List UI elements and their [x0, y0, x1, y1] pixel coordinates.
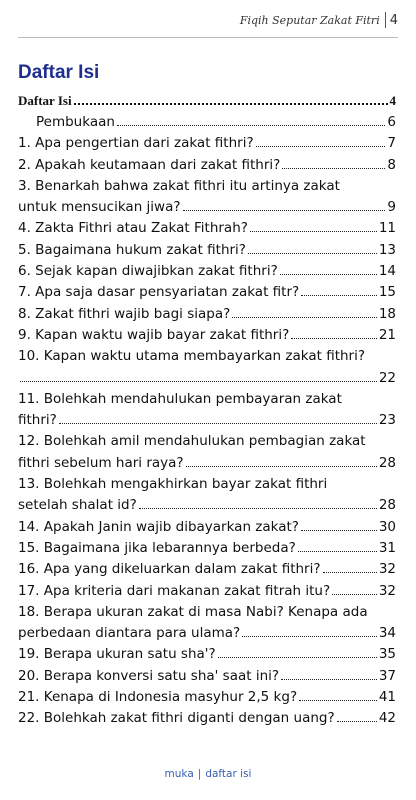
dot-leader [186, 466, 377, 467]
toc-entry-row [18, 538, 396, 559]
toc-entry-page: 35 [378, 646, 396, 663]
toc-entry-title: 14. Apakah Janin wajib dibayarkan zakat? [18, 518, 299, 535]
toc-entry-row [18, 495, 396, 516]
toc-entry-row [18, 708, 396, 729]
dot-leader [291, 338, 377, 339]
toc-entry-title: 19. Berapa ukuran satu sha'? [18, 646, 216, 663]
toc-entry-page: 23 [378, 412, 396, 429]
toc-entry-title: 6. Sejak kapan diwajibkan zakat fithri? [18, 263, 278, 280]
toc-entry-row [18, 155, 396, 176]
dot-leader [281, 679, 377, 680]
toc-entry-title-line: 12. Bolehkah amil mendahulukan pembagian zakat [18, 433, 366, 450]
toc-entry-page: 32 [378, 561, 396, 578]
toc-entry-title: fithri? [18, 412, 57, 429]
header-divider [385, 12, 386, 28]
toc-entry-row [18, 133, 396, 154]
toc-entry-page: 28 [378, 454, 396, 471]
toc-entry-page: 8 [387, 156, 396, 173]
toc-entry-page: 32 [378, 582, 396, 599]
toc-entry-title: 22. Bolehkah zakat fithri diganti dengan uang? [18, 710, 335, 727]
toc-entry-title-line: 13. Bolehkah mengakhirkan bayar zakat fithri [18, 476, 328, 493]
dot-leader [323, 572, 377, 573]
toc-entry-page: 31 [378, 539, 396, 556]
toc-heading: Daftar Isi [18, 62, 100, 83]
dot-leader [117, 125, 385, 126]
toc-entry[interactable] [18, 474, 396, 517]
running-header [240, 12, 398, 28]
toc-entry[interactable] [18, 304, 396, 325]
dot-leader [299, 700, 377, 701]
toc-entry[interactable] [18, 155, 396, 176]
dot-leader [232, 317, 377, 318]
toc-entry[interactable] [18, 282, 396, 303]
toc-entry-title-line: 18. Berapa ukuran zakat di masa Nabi? Kenapa ada [18, 603, 368, 620]
toc-entry-title-line: 10. Kapan waktu utama membayarkan zakat fithri? [18, 348, 366, 365]
toc-entry-page: 41 [378, 689, 396, 706]
dot-leader [74, 103, 388, 105]
toc-entry[interactable] [18, 666, 396, 687]
toc-entry-daftar-isi[interactable] [18, 92, 396, 110]
toc-entry-row [18, 197, 396, 218]
footer-nav [0, 768, 416, 780]
dot-leader [248, 253, 377, 254]
toc-entry-row [18, 687, 396, 708]
toc-entry-title-line: 3. Benarkah bahwa zakat fithri itu artinya zakat [18, 177, 340, 194]
toc-entry-row [18, 368, 396, 389]
toc-entry[interactable] [18, 346, 396, 389]
toc-entry-row [18, 261, 396, 282]
dot-leader [301, 295, 377, 296]
toc-entry-title: 7. Apa saja dasar pensyariatan zakat fitr? [18, 284, 300, 301]
dot-leader [242, 636, 377, 637]
toc-entry-page: 4 [389, 93, 396, 108]
toc-entry-row [18, 559, 396, 580]
toc-entry-page: 14 [378, 263, 396, 280]
toc-entry-page: 28 [378, 497, 396, 514]
toc-entry[interactable] [18, 559, 396, 580]
dot-leader [298, 551, 377, 552]
dot-leader [139, 508, 377, 509]
toc-entry-row [18, 410, 396, 431]
dot-leader [256, 146, 386, 147]
toc-entry[interactable] [18, 687, 396, 708]
toc-entry-row [18, 623, 396, 644]
book-title: Fiqih Seputar Zakat Fitri [239, 13, 380, 27]
toc-entry-title: 9. Kapan waktu wajib bayar zakat fithri? [18, 326, 290, 343]
toc-entry-title: 4. Zakta Fithri atau Zakat Fithrah? [18, 220, 248, 237]
dot-leader [280, 274, 377, 275]
toc-entry[interactable] [18, 218, 396, 239]
toc-entry-page: 15 [378, 284, 396, 301]
dot-leader [183, 210, 386, 211]
toc-entry[interactable] [18, 517, 396, 538]
toc-entry-title: fithri sebelum hari raya? [18, 454, 184, 471]
header-rule [18, 37, 398, 38]
toc-entry-row [18, 112, 396, 133]
dot-leader [301, 530, 377, 531]
toc-entry-page: 7 [387, 135, 396, 152]
toc-entry-page: 11 [378, 220, 396, 237]
toc-entry-page: 37 [378, 667, 396, 684]
dot-leader [20, 381, 377, 382]
dot-leader [218, 657, 377, 658]
toc-entry-row [18, 666, 396, 687]
toc-entry[interactable] [18, 176, 396, 219]
dot-leader [282, 168, 385, 169]
toc-entry-row [18, 282, 396, 303]
toc-entry[interactable] [18, 538, 396, 559]
toc-entry-title: 1. Apa pengertian dari zakat fithri? [18, 135, 254, 152]
toc-entry[interactable] [18, 602, 396, 645]
dot-leader [337, 721, 377, 722]
toc-entry[interactable] [18, 431, 396, 474]
dot-leader [250, 231, 377, 232]
toc-entry-row [18, 581, 396, 602]
toc-entry-page: 42 [378, 710, 396, 727]
toc-entry-row [18, 453, 396, 474]
toc-entry[interactable] [18, 644, 396, 665]
toc-entry-title: Daftar Isi [18, 93, 72, 108]
toc-entry-title-line: 11. Bolehkah mendahulukan pembayaran zakat [18, 390, 342, 407]
link-toc[interactable]: daftar isi [205, 768, 252, 780]
toc-entry[interactable] [18, 325, 396, 346]
toc-entry-page: 22 [378, 369, 396, 386]
toc-entry[interactable] [18, 261, 396, 282]
toc-entry-title: perbedaan diantara para ulama? [18, 625, 241, 642]
toc-entry-page: 18 [378, 305, 396, 322]
toc-entry-page: 6 [387, 114, 396, 130]
toc-entry-title: 8. Zakat fithri wajib bagi siapa? [18, 305, 231, 322]
toc-entry-title: 15. Bagaimana jika lebarannya berbeda? [18, 539, 296, 556]
toc-entry-title: 21. Kenapa di Indonesia masyhur 2,5 kg? [18, 689, 298, 706]
toc-entry-row [18, 644, 396, 665]
toc-entry-title: Pembukaan [36, 114, 115, 130]
toc-entry-row [18, 517, 396, 538]
toc-entry[interactable] [18, 112, 396, 133]
toc-entry-row [18, 218, 396, 239]
toc-entry-page: 13 [378, 241, 396, 258]
toc-entry-title: 17. Apa kriteria dari makanan zakat fitrah itu? [18, 582, 331, 599]
dot-leader [332, 594, 377, 595]
toc-entry[interactable] [18, 581, 396, 602]
toc-entry-page: 34 [378, 625, 396, 642]
dot-leader [59, 423, 377, 424]
toc-entry-title: setelah shalat id? [18, 497, 137, 514]
footer-separator: | [197, 768, 202, 780]
page-number: 4 [389, 12, 398, 28]
toc-entry-row [18, 240, 396, 261]
toc-entry-title: untuk mensucikan jiwa? [18, 199, 181, 216]
toc-entry-title: 16. Apa yang dikeluarkan dalam zakat fithri? [18, 561, 321, 578]
toc-entry[interactable] [18, 240, 396, 261]
toc-entry[interactable] [18, 133, 396, 154]
toc-entry-title: 5. Bagaimana hukum zakat fithri? [18, 241, 246, 258]
toc-entry-title: 20. Berapa konversi satu sha' saat ini? [18, 667, 280, 684]
link-front[interactable]: muka [164, 768, 194, 780]
toc-list [18, 112, 396, 730]
toc-entry-page: 9 [387, 199, 396, 216]
toc-entry-row [18, 325, 396, 346]
toc-entry-page: 21 [378, 326, 396, 343]
toc-entry-page: 30 [378, 518, 396, 535]
toc-entry-row [18, 304, 396, 325]
toc-entry[interactable] [18, 708, 396, 729]
toc-entry[interactable] [18, 389, 396, 432]
toc-entry-title: 2. Apakah keutamaan dari zakat fithri? [18, 156, 281, 173]
